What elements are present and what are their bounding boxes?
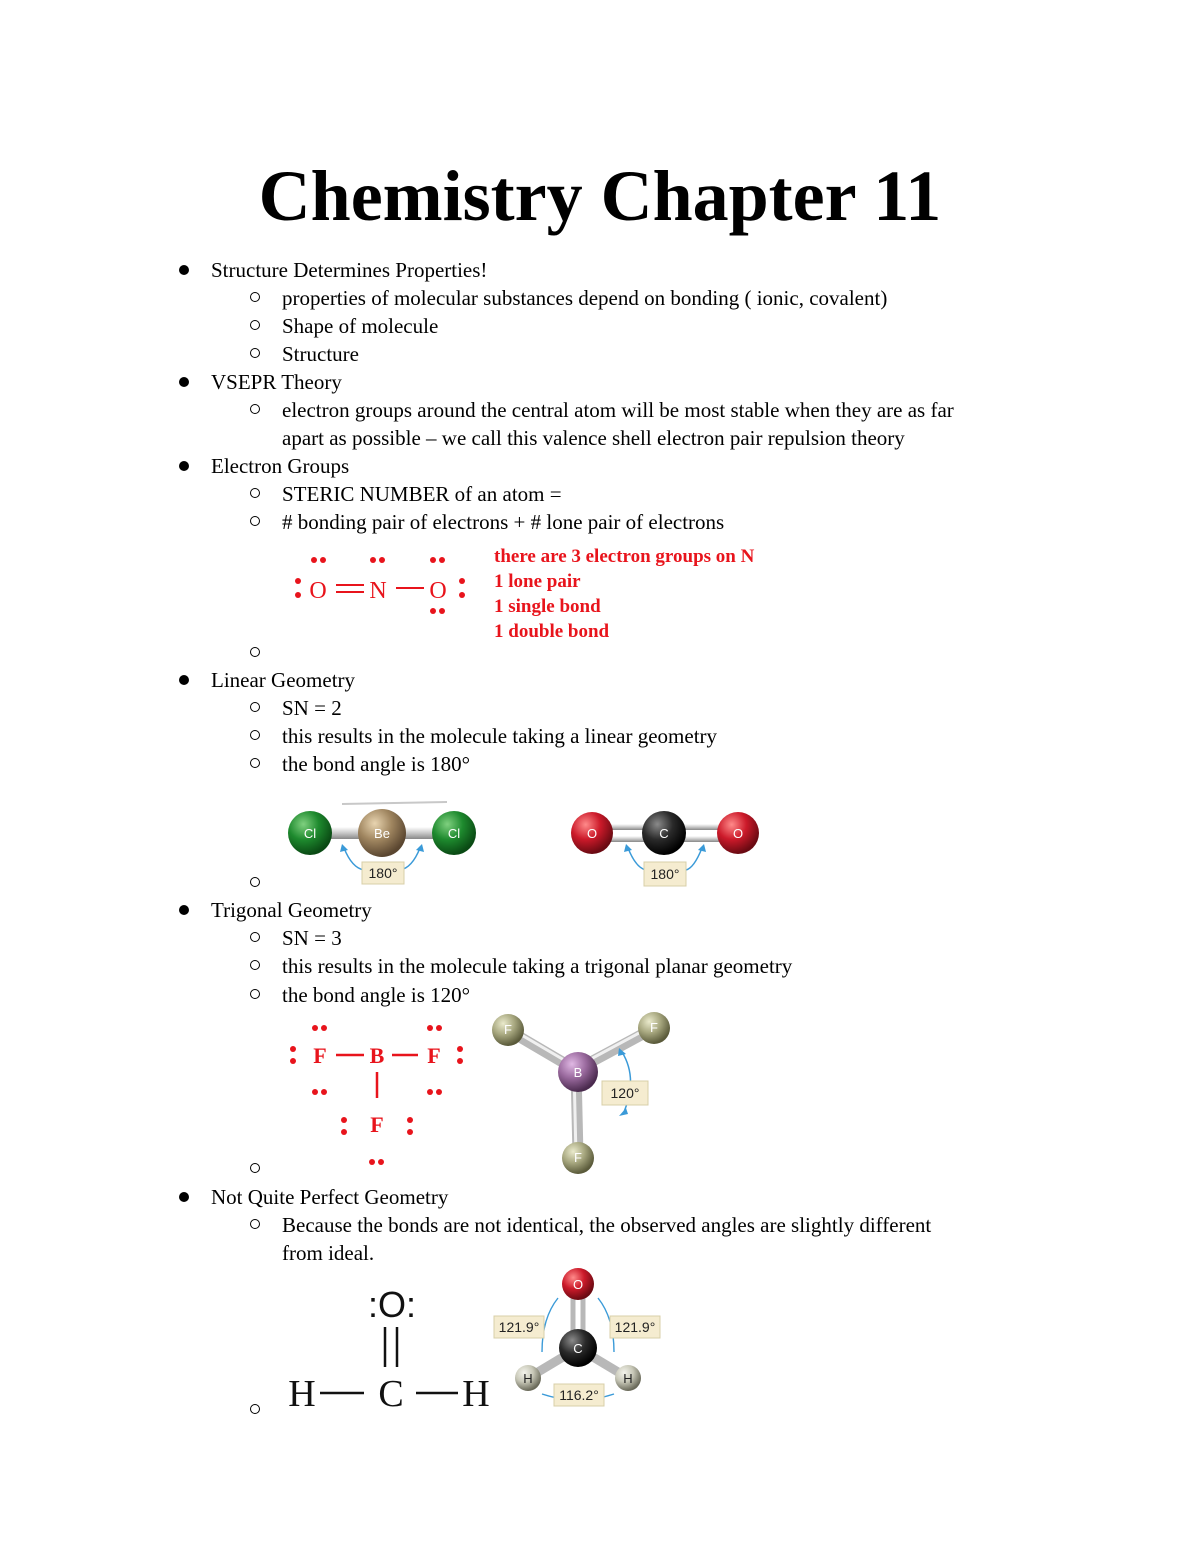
sub-bullet xyxy=(250,320,260,330)
sub-bullet xyxy=(250,647,260,657)
bond-angle-label: 180° xyxy=(368,865,398,881)
atom-label: B xyxy=(573,1065,583,1080)
sub-bullet xyxy=(250,877,260,887)
bullet xyxy=(179,675,189,685)
sub-bullet xyxy=(250,348,260,358)
ch2o-lewis-diagram xyxy=(282,1275,497,1420)
atom-label: H xyxy=(623,1371,633,1386)
annotation-note: 1 lone pair xyxy=(494,571,581,592)
heading-electron-groups: Electron Groups xyxy=(211,454,350,478)
bullet xyxy=(179,1192,189,1202)
atom-label: F xyxy=(650,1020,658,1035)
annotation-note: there are 3 electron groups on N xyxy=(494,546,755,567)
bond-angle-label: 121.9° xyxy=(614,1319,656,1335)
list-item: electron groups around the central atom will be most stable when they are as far xyxy=(282,398,954,422)
bond-angle-label: 120° xyxy=(610,1085,640,1101)
list-item: STERIC NUMBER of an atom = xyxy=(282,482,562,506)
list-item: Structure xyxy=(282,342,359,366)
atom-label: :O: xyxy=(367,1284,417,1325)
atom-label: F xyxy=(313,1043,327,1068)
heading-vsepr: VSEPR Theory xyxy=(211,370,342,394)
atom-label: O xyxy=(309,578,327,604)
atom-label: B xyxy=(369,1043,385,1068)
list-item: Because the bonds are not identical, the observed angles are slightly different xyxy=(282,1213,932,1237)
atom-label: F xyxy=(427,1043,441,1068)
atom-label: O xyxy=(586,826,598,841)
list-item-continued: apart as possible – we call this valence shell electron pair repulsion theory xyxy=(282,426,905,450)
atom-label: Cl xyxy=(447,826,461,841)
atom-label: Be xyxy=(374,826,390,841)
no2-lewis-diagram xyxy=(284,548,474,618)
list-item: the bond angle is 180° xyxy=(282,752,471,776)
sub-bullet xyxy=(250,1163,260,1173)
atom-label: C xyxy=(659,826,669,841)
heading-structure: Structure Determines Properties! xyxy=(211,258,488,282)
sub-bullet xyxy=(250,488,260,498)
becl2-model xyxy=(282,798,482,890)
heading-imperfect: Not Quite Perfect Geometry xyxy=(211,1185,449,1209)
list-item: # bonding pair of electrons + # lone pair of electrons xyxy=(282,510,725,534)
atom-label: F xyxy=(504,1022,512,1037)
sub-bullet xyxy=(250,932,260,942)
atom-label: H xyxy=(288,1373,316,1415)
bullet xyxy=(179,905,189,915)
heading-linear: Linear Geometry xyxy=(211,668,356,692)
annotation-note: 1 single bond xyxy=(494,596,601,617)
bf3-lewis-diagram xyxy=(284,1018,474,1173)
atom-label: N xyxy=(369,578,387,604)
sub-bullet xyxy=(250,730,260,740)
list-item: properties of molecular substances depend on bonding ( ionic, covalent) xyxy=(282,286,888,310)
list-item: Shape of molecule xyxy=(282,314,439,338)
bullet xyxy=(179,461,189,471)
atom-label: C xyxy=(573,1341,583,1356)
sub-bullet xyxy=(250,960,260,970)
atom-label: F xyxy=(370,1112,384,1137)
atom-label: O xyxy=(732,826,744,841)
bond-angle-label: 180° xyxy=(650,866,680,882)
atom-label: O xyxy=(429,578,447,604)
list-item-continued: from ideal. xyxy=(282,1241,375,1265)
list-item: this results in the molecule taking a trigonal planar geometry xyxy=(282,954,793,978)
atom-label: F xyxy=(574,1150,582,1165)
page-title: Chemistry Chapter 11 xyxy=(258,156,942,236)
list-item: the bond angle is 120° xyxy=(282,983,471,1007)
list-item: SN = 2 xyxy=(282,696,342,720)
bond-angle-label: 116.2° xyxy=(559,1387,599,1403)
bf3-model xyxy=(486,1008,676,1178)
atom-label: H xyxy=(462,1373,490,1415)
sub-bullet xyxy=(250,702,260,712)
atom-label: O xyxy=(572,1277,584,1292)
atom-label: Cl xyxy=(303,826,317,841)
bond-angle-label: 121.9° xyxy=(498,1319,540,1335)
heading-trigonal: Trigonal Geometry xyxy=(211,898,372,922)
bullet xyxy=(179,265,189,275)
bullet xyxy=(179,377,189,387)
sub-bullet xyxy=(250,989,260,999)
sub-bullet xyxy=(250,1404,260,1414)
sub-bullet xyxy=(250,516,260,526)
sub-bullet xyxy=(250,404,260,414)
list-item: this results in the molecule taking a linear geometry xyxy=(282,724,718,748)
sub-bullet xyxy=(250,1219,260,1229)
list-item: SN = 3 xyxy=(282,926,342,950)
atom-label: H xyxy=(523,1371,533,1386)
co2-model xyxy=(566,798,766,890)
sub-bullet xyxy=(250,292,260,302)
atom-label: C xyxy=(378,1373,404,1415)
annotation-note: 1 double bond xyxy=(494,621,610,642)
ch2o-model xyxy=(490,1266,665,1418)
sub-bullet xyxy=(250,758,260,768)
